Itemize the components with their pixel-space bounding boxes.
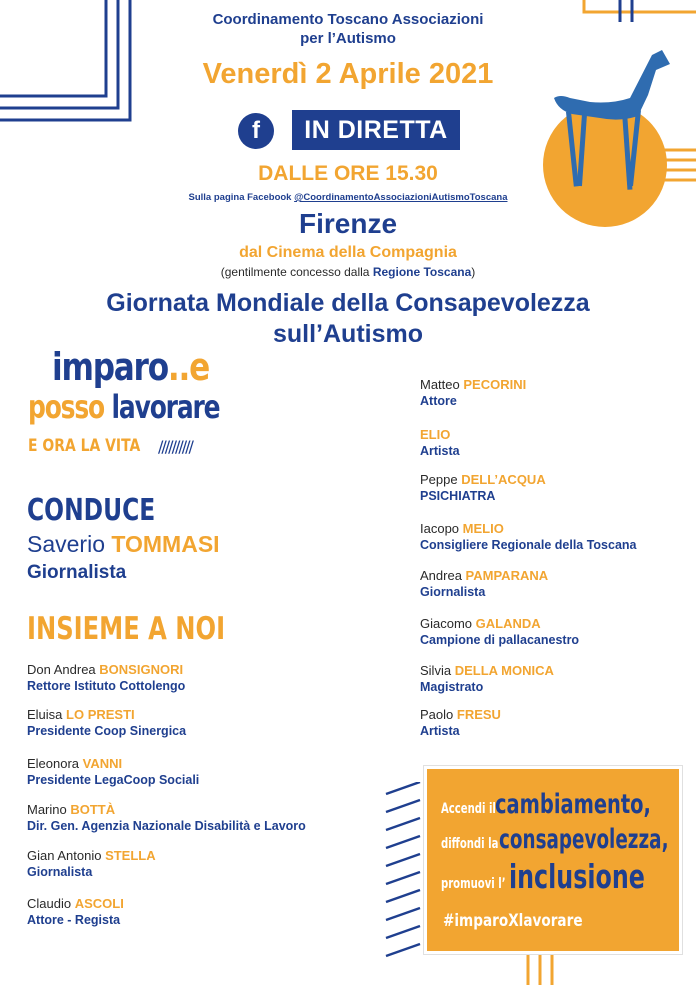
logo-dots: ..e [167, 345, 210, 389]
facebook-page-prefix: Sulla pagina Facebook [188, 192, 295, 203]
guest-role: Rettore Istituto Cottolengo [27, 679, 186, 693]
guests-heading: INSIEME A NOI [27, 611, 226, 647]
guest-item [27, 756, 199, 788]
guest-last-name: DELLA MONICA [454, 663, 554, 678]
host-first-name: Saverio [27, 531, 112, 557]
guest-first-name: Matteo [420, 377, 464, 392]
guest-first-name: Claudio [27, 896, 75, 911]
event-title [0, 288, 696, 350]
guest-first-name: Eleonora [27, 756, 83, 771]
guest-item [420, 663, 554, 695]
guest-last-name: FRESU [456, 707, 501, 722]
facebook-page-link[interactable]: @CoordinamentoAssociazioniAutismoToscana [294, 192, 508, 203]
live-badge: IN DIRETTA [292, 110, 460, 150]
facebook-page-line [0, 192, 696, 203]
logo-slashes: ////////// [158, 437, 192, 456]
slogan-line-1 [441, 789, 696, 820]
stripe-decoration [384, 782, 424, 962]
slogan-emphasis: consapevolezza, [498, 824, 669, 855]
guest-first-name: Don Andrea [27, 662, 100, 677]
guest-role: Magistrato [420, 680, 484, 694]
guest-first-name: Gian Antonio [27, 848, 106, 863]
guest-role: Giornalista [27, 865, 93, 879]
project-logo-line-2 [28, 388, 219, 426]
guest-last-name: ASCOLI [74, 896, 124, 911]
organizer-line-2: per l’Autismo [300, 30, 396, 47]
guest-item [420, 616, 579, 648]
guest-last-name: GALANDA [475, 616, 541, 631]
bottom-bars-decoration [520, 955, 570, 985]
guest-last-name: BOTTÀ [70, 802, 116, 817]
guest-item [420, 707, 501, 739]
host-heading: CONDUCE [27, 493, 156, 528]
guest-role: Attore [420, 394, 457, 408]
guest-last-name: DELL’ACQUA [461, 472, 546, 487]
logo-word-lavorare: lavorare [104, 388, 220, 426]
guest-role: Campione di pallacanestro [420, 633, 580, 647]
guest-item [27, 896, 124, 928]
guest-last-name: LO PRESTI [66, 707, 135, 722]
venue: dal Cinema della Compagnia [239, 244, 457, 261]
slogan-line-3 [441, 857, 696, 896]
guest-role: Artista [420, 724, 460, 738]
host-name [27, 531, 220, 558]
guest-item [420, 472, 546, 504]
guest-first-name: Iacopo [420, 521, 463, 536]
guest-first-name: Andrea [420, 568, 466, 583]
guest-role: Presidente LegaCoop Sociali [27, 773, 200, 787]
guest-role: Consigliere Regionale della Toscana [420, 538, 637, 552]
guest-last-name: VANNI [82, 756, 123, 771]
project-logo-line-1 [52, 345, 209, 389]
slogan-text: diffondi la [441, 836, 499, 852]
venue-courtesy [0, 265, 696, 279]
organizer-line-1: Coordinamento Toscano Associazioni [212, 11, 484, 28]
slogan-box [424, 766, 682, 954]
slogan-emphasis: inclusione [508, 857, 645, 896]
slogan-text: promuovi l’ [441, 876, 506, 892]
guest-item [27, 848, 156, 880]
courtesy-close: ) [471, 265, 476, 279]
guest-first-name: Giacomo [420, 616, 476, 631]
guest-first-name: Eluisa [27, 707, 67, 722]
host-last-name: TOMMASI [111, 531, 220, 557]
guest-role: PSICHIATRA [420, 489, 496, 503]
event-title-line-2: sull’Autismo [272, 320, 423, 348]
guest-last-name: ELIO [420, 427, 451, 442]
courtesy-text: (gentilmente concesso dalla [220, 265, 373, 279]
event-date: Venerdì 2 Aprile 2021 [202, 58, 494, 90]
guest-role: Attore - Regista [27, 913, 121, 927]
guest-last-name: PECORINI [463, 377, 527, 392]
host-role: Giornalista [27, 562, 127, 583]
guest-role: Artista [420, 444, 460, 458]
guest-item [420, 427, 460, 459]
guest-item [420, 521, 637, 553]
event-time: DALLE ORE 15.30 [258, 162, 438, 185]
guest-role: Giornalista [420, 585, 486, 599]
guest-item [27, 802, 306, 834]
guest-role: Presidente Coop Sinergica [27, 724, 187, 738]
guest-item [27, 707, 186, 739]
guest-last-name: BONSIGNORI [99, 662, 184, 677]
guest-first-name: Marino [27, 802, 71, 817]
guest-item [420, 377, 526, 409]
guest-role: Dir. Gen. Agenzia Nazionale Disabilità e Lavoro [27, 819, 306, 833]
guest-last-name: STELLA [105, 848, 156, 863]
guest-item [27, 662, 185, 694]
city: Firenze [298, 208, 398, 239]
project-logo-line-3: E ORA LA VITA [28, 436, 141, 456]
hashtag: #imparoXlavorare [443, 911, 583, 931]
guest-first-name: Peppe [420, 472, 462, 487]
slogan-emphasis: cambiamento, [495, 789, 652, 820]
slogan-text: Accendi il [441, 801, 496, 817]
guest-last-name: PAMPARANA [465, 568, 549, 583]
slogan-line-2 [441, 824, 696, 855]
event-title-line-1: Giornata Mondiale della Consapevolezza [106, 289, 590, 317]
logo-word-imparo: imparo [52, 345, 168, 389]
guest-item [420, 568, 548, 600]
courtesy-region: Regione Toscana [372, 265, 472, 279]
logo-word-posso: posso [28, 388, 105, 426]
guest-first-name: Paolo [420, 707, 457, 722]
guest-first-name: Silvia [420, 663, 455, 678]
facebook-icon[interactable]: f [238, 113, 274, 149]
guest-last-name: MELIO [462, 521, 504, 536]
